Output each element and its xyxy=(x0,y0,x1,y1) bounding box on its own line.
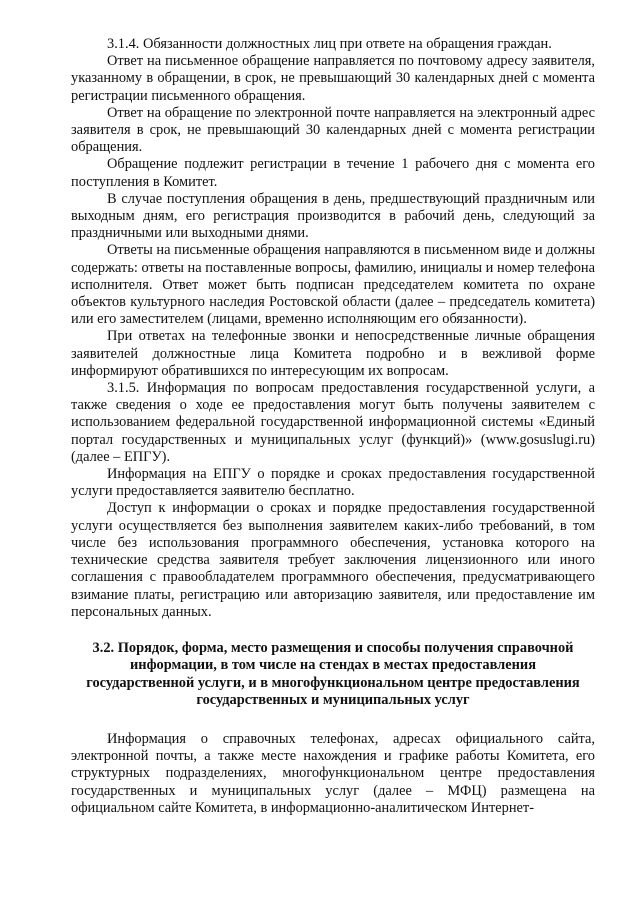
paragraph-holiday-registration: В случае поступления обращения в день, предшествующий праздничным или выходным дням, его регистрация производится в рабочий день, следующий за праздничными или выходными днями. xyxy=(71,190,595,242)
paragraph-email-reply: Ответ на обращение по электронной почте направляется на электронный адрес заявителя в срок, не превышающий 30 календарных дней с момента регистрации обращения. xyxy=(71,104,595,156)
paragraph-3-1-5: 3.1.5. Информация по вопросам предоставления государственной услуги, а также сведения о ходе ее предоставления могут быть получены заявителем с использованием федеральной государственной информационной системы «Единый портал государственных и муниципальных услуг (функций)» (www.gosuslugi.ru) (далее – ЕПГУ). xyxy=(71,380,595,465)
spacer xyxy=(71,710,595,731)
paragraph-3-1-4: 3.1.4. Обязанности должностных лиц при ответе на обращения граждан. xyxy=(107,36,552,52)
document-page xyxy=(71,36,595,817)
paragraph-postal-reply: Ответ на письменное обращение направляется по почтовому адресу заявителя, указанному в обращении, в срок, не превышающий 30 календарных дней с момента регистрации письменного обращения. xyxy=(71,53,595,104)
paragraph-registration: Обращение подлежит регистрации в течение 1 рабочего дня с момента его поступления в Комитет. xyxy=(71,156,595,190)
paragraph-access-info: Доступ к информации о сроках и порядке предоставления государственной услуги осуществляется без выполнения заявителем каких-либо требований, в том числе без использования программного обеспечения, установка которого на технические средства заявителя требует заключения лицензионного или иного соглашения с правообладателем программного обеспечения, предусматривающего взимание платы, регистрацию или авторизацию заявителя, или предоставление им персональных данных. xyxy=(71,500,595,620)
paragraph-epgu-free: Информация на ЕПГУ о порядке и сроках предоставления государственной услуги предоставляется заявителю бесплатно. xyxy=(71,466,595,500)
paragraph-contact-info: Информация о справочных телефонах, адресах официального сайта, электронной почты, а также месте нахождения и графике работы Комитета, его структурных подразделениях, многофункциональном центре предоставления государственных и муниципальных услуг (далее – МФЦ) размещена на официальном сайте Комитета, в информационно-аналитическом Интернет- xyxy=(71,730,595,816)
paragraph-written-replies: Ответы на письменные обращения направляются в письменном виде и должны содержать: ответы на поставленные вопросы, фамилию, инициалы и номер телефона исполнителя. Ответ может быть подписан председателем комитета по охране объектов культурного наследия Ростовской области (далее – председатель комитета) или его заместителем (лицами, временно исполняющим его обязанности). xyxy=(71,242,595,328)
paragraph-phone-replies: При ответах на телефонные звонки и непосредственные личные обращения заявителей должностные лица Комитета подробно и в вежливой форме информируют обратившихся по интересующим их вопросам. xyxy=(71,328,595,379)
section-heading-3-2: 3.2. Порядок, форма, место размещения и способы получения справочной информации, в том числе на стендах в местах предоставления государственной услуги, и в многофункциональном центре предоставления государственных и муниципальных услуг xyxy=(86,639,580,709)
